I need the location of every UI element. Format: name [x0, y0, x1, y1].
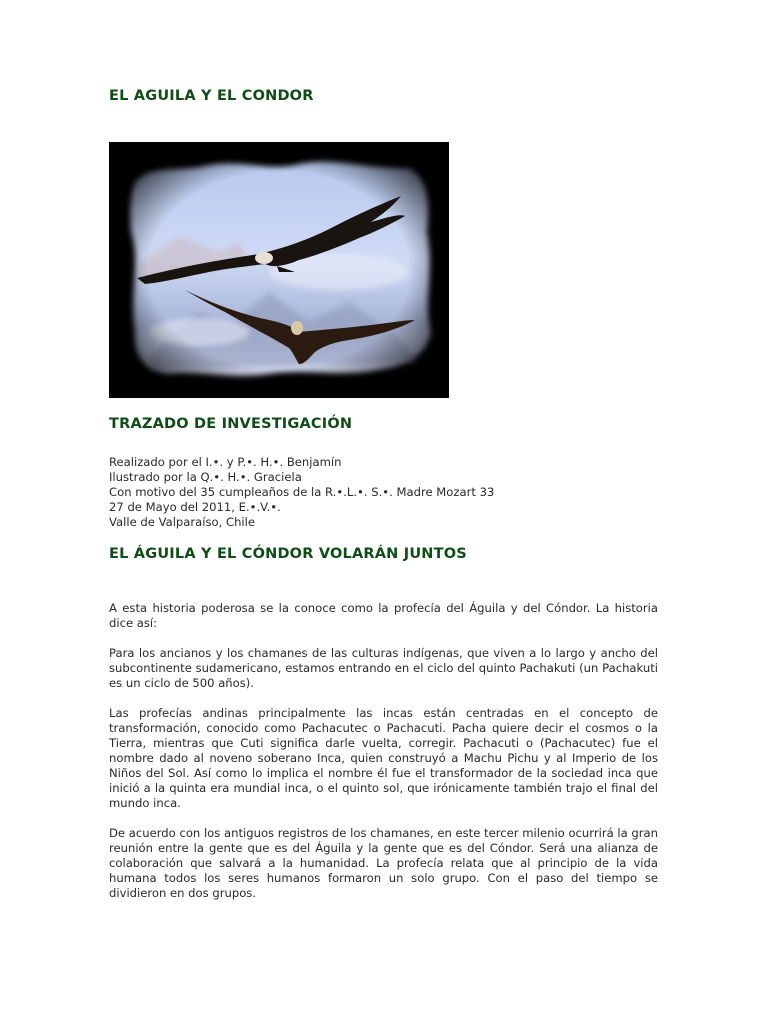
paragraph: Las profecías andinas principalmente las incas están centradas en el concepto de transformación, conocido como Pachacutec o Pachacuti. Pacha quiere decir el cosmos o la Tierra, mientras que Cuti significa darle vuelta, corregir. Pachacuti o (Pachacutec) fue el nombre dado al noveno soberano Inca, quien construyó a Machu Pichu y al Imperio de los Niños del Sol. Así como lo implica el nombre él fue el transformador de la sociedad inca que inició a la quinta era mundial inca, o el quinto sol, que irónicamente también trajo el final del mundo inca. — [109, 706, 658, 810]
section-heading-juntos: EL ÁGUILA Y EL CÓNDOR VOLARÁN JUNTOS — [109, 546, 467, 562]
paragraph: Para los ancianos y los chamanes de las culturas indígenas, que viven a lo largo y ancho del subcontinente sudamericano, estamos entrando en el ciclo del quinto Pachakuti (un Pachakuti es un ciclo de 500 años). — [109, 646, 658, 690]
article-body — [109, 601, 658, 916]
document-title: EL AGUILA Y EL CONDOR — [109, 88, 314, 104]
paragraph: A esta historia poderosa se la conoce como la profecía del Águila y del Cóndor. La historia dice así: — [109, 601, 658, 630]
credit-line: Ilustrado por la Q.•. H.•. Graciela — [109, 470, 302, 484]
eagle-and-condor-image — [109, 142, 449, 398]
credit-line: Valle de Valparaíso, Chile — [109, 515, 256, 529]
credit-line: 27 de Mayo del 2011, E.•.V.•. — [109, 500, 281, 514]
credits-block — [109, 455, 494, 530]
credit-line: Realizado por el I.•. y P.•. H.•. Benjamín — [109, 455, 342, 469]
paragraph: De acuerdo con los antiguos registros de los chamanes, en este tercer milenio ocurrirá la gran reunión entre la gente que es del Águila y la gente que es del Cóndor. Será una alianza de colaboración que salvará a la humanidad. La profecía relata que al principio de la vida humana todos los seres humanos formaron un solo grupo. Con el paso del tiempo se dividieron en dos grupos. — [109, 826, 658, 900]
section-heading-trazado: TRAZADO DE INVESTIGACIÓN — [109, 416, 353, 432]
credit-line: Con motivo del 35 cumpleaños de la R.•.L.•. S.•. Madre Mozart 33 — [109, 485, 495, 499]
